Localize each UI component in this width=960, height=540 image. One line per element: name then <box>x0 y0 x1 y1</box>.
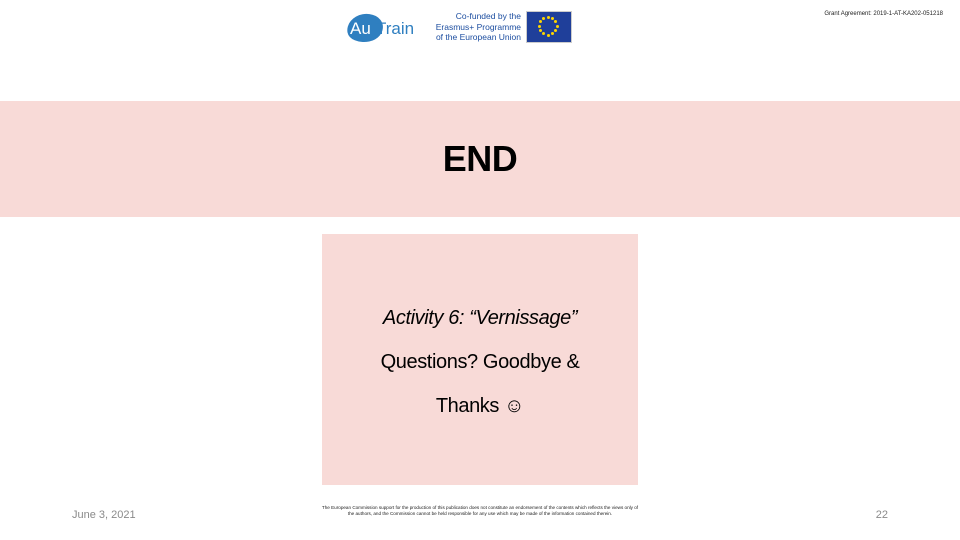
autrain-logo <box>345 10 415 44</box>
cofunded-text <box>421 11 521 43</box>
eu-star-icon <box>551 17 554 20</box>
eu-star-icon <box>542 17 545 20</box>
header-logos <box>345 9 572 45</box>
grant-agreement: Grant Agreement: 2019-1-AT-KA202-051218 <box>824 11 943 17</box>
eu-star-icon <box>554 29 557 32</box>
cofunded-line-3: of the European Union <box>435 32 521 43</box>
eu-star-icon <box>538 25 541 28</box>
eu-star-icon <box>556 25 559 28</box>
eu-star-icon <box>554 20 557 23</box>
logo-text-au: Au <box>350 19 371 38</box>
thanks-text: Thanks ☺ <box>435 395 525 417</box>
footer-date: June 3, 2021 <box>72 509 136 521</box>
cofunded-line-1: Co-funded by the <box>455 11 521 22</box>
page-number: 22 <box>875 509 888 521</box>
eu-star-icon <box>542 32 545 35</box>
questions-text: Questions? Goodbye & <box>380 351 580 373</box>
eu-star-icon <box>551 32 554 35</box>
eu-star-icon <box>539 20 542 23</box>
eu-star-icon <box>539 29 542 32</box>
eu-star-icon <box>547 16 550 19</box>
slide-title: END <box>442 138 518 179</box>
logo-text-train: Train <box>376 19 415 38</box>
eu-star-icon <box>547 34 550 37</box>
footer-disclaimer: The European Commission support for the production of this publication does not constitute an endorsement of the contents which reflects the views only of the authors, and the Commission cannot be held responsible for any use which may be made of the information contained therein. <box>321 505 639 516</box>
activity-title: Activity 6: “Vernissage” <box>382 307 578 329</box>
eu-flag-icon <box>526 11 572 43</box>
cofunded-line-2: Erasmus+ Programme <box>435 21 521 32</box>
